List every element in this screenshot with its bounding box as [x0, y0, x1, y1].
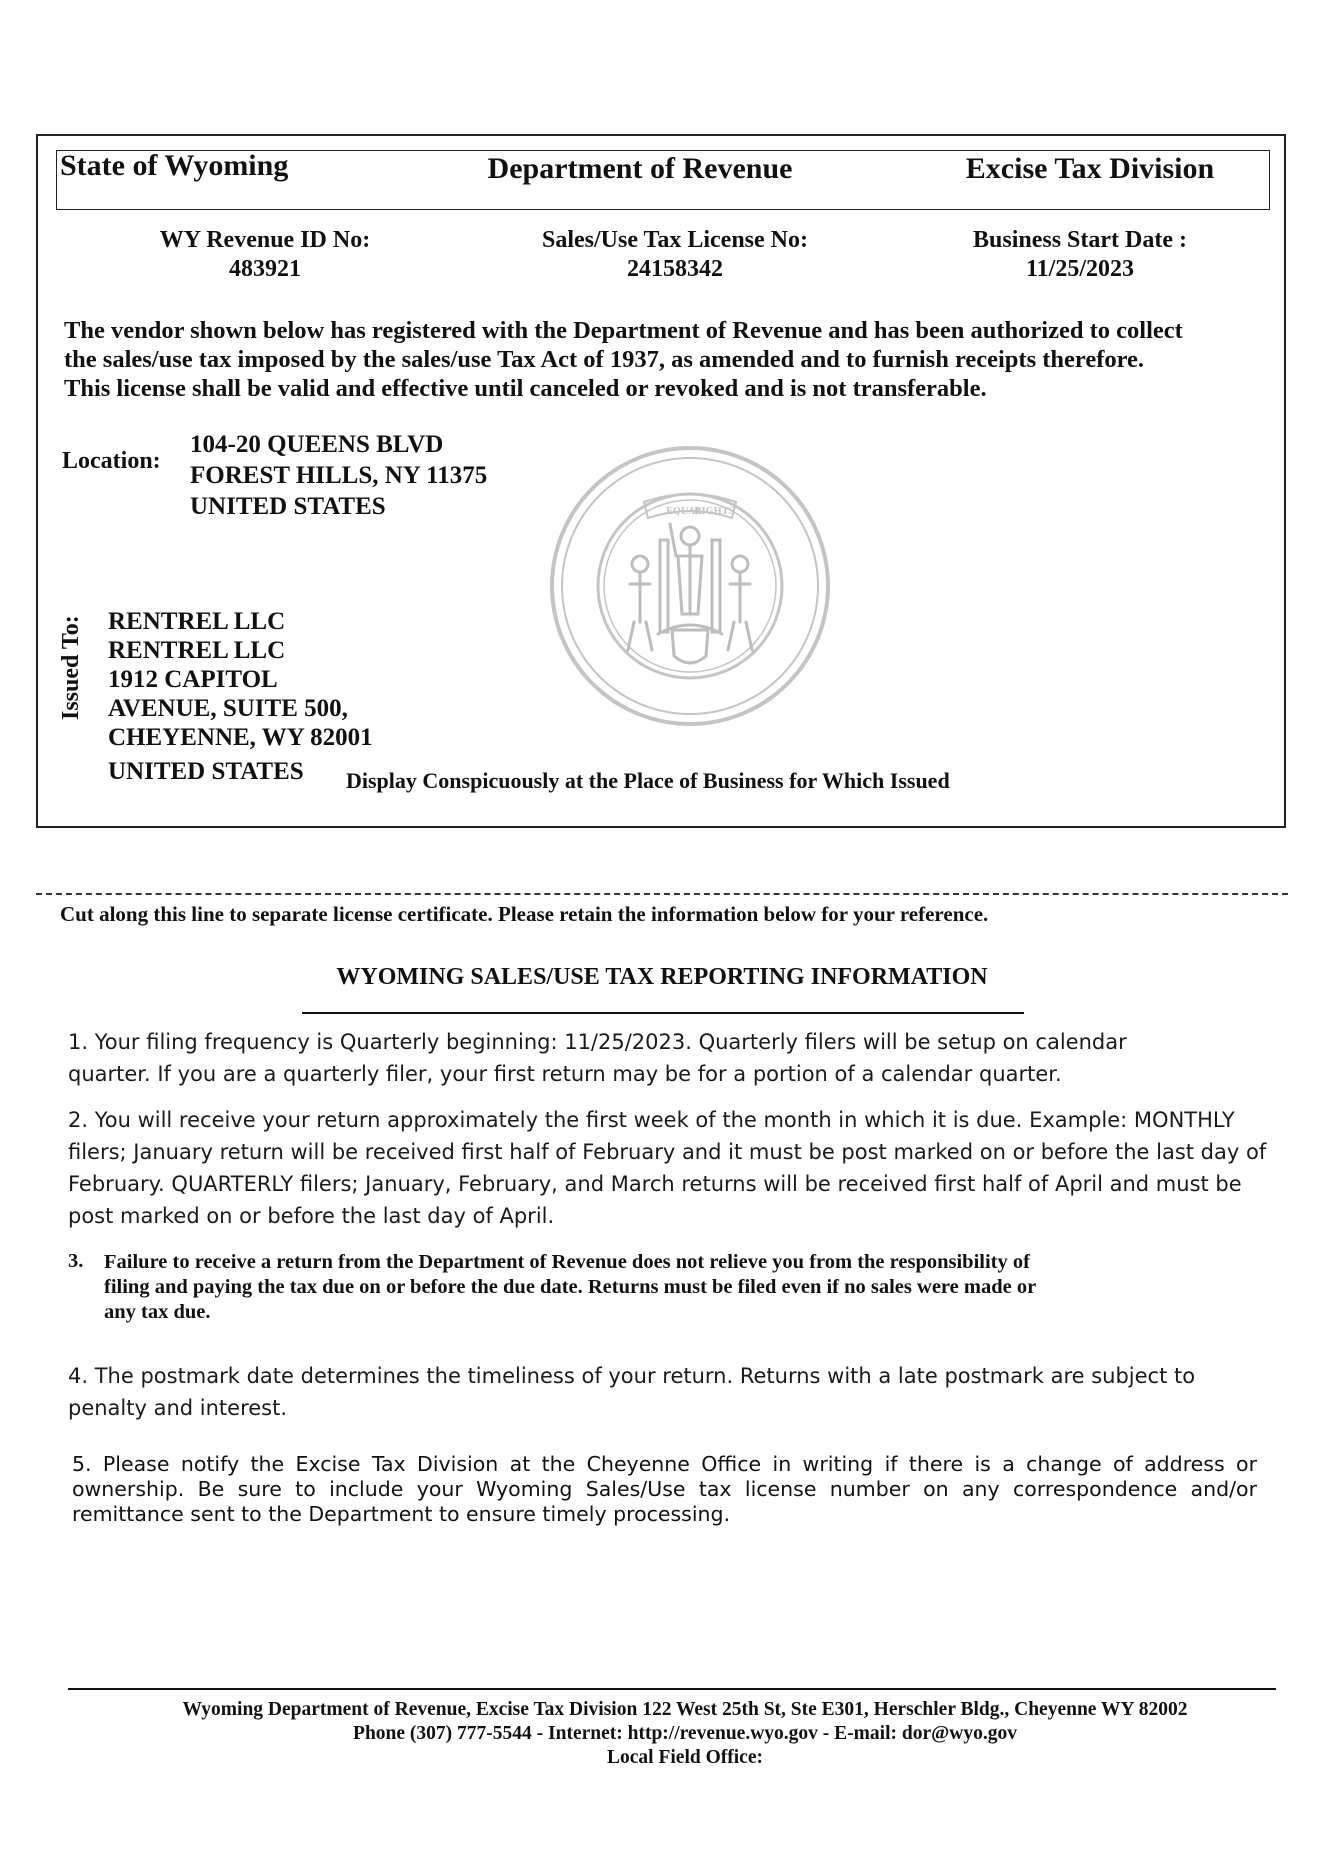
- footer: [100, 1698, 1270, 1770]
- paragraph-line: post marked on or before the last day of April.: [68, 1204, 555, 1228]
- issued-to-line: 1912 CAPITOL: [108, 666, 278, 693]
- location-line: FOREST HILLS, NY 11375: [190, 462, 488, 489]
- license-number-label: Sales/Use Tax License No:: [541, 227, 808, 253]
- footer-rule: [68, 1688, 1276, 1690]
- header-department: Department of Revenue: [487, 152, 793, 185]
- issued-to-address: [108, 607, 373, 752]
- info-paragraph-3-number: 3.: [68, 1250, 84, 1272]
- display-note: Display Conspicuously at the Place of Business for Which Issued: [346, 768, 950, 793]
- license-number-block: [500, 226, 850, 284]
- paragraph-line: quarter. If you are a quarterly filer, your first return may be for a portion of a calendar quarter.: [68, 1062, 1062, 1086]
- paragraph-line: filers; January return will be received first half of February and it must be post marked on or before the last day of: [68, 1140, 1267, 1164]
- revenue-id-label: WY Revenue ID No:: [159, 227, 371, 253]
- paragraph-line: Failure to receive a return from the Department of Revenue does not relieve you from the responsibility of: [104, 1251, 1030, 1273]
- location-line: UNITED STATES: [190, 493, 386, 520]
- footer-contact: Phone (307) 777-5544 - Internet: http://revenue.wyo.gov - E-mail: dor@wyo.gov: [353, 1723, 1017, 1744]
- issued-to-line: RENTREL LLC: [108, 637, 286, 664]
- wyoming-seal-icon: [548, 444, 832, 728]
- statement-line: the sales/use tax imposed by the sales/use Tax Act of 1937, as amended and to furnish receipts therefore.: [64, 346, 1145, 373]
- footer-address: Wyoming Department of Revenue, Excise Tax Division 122 West 25th St, Ste E301, Herschler Bldg., Cheyenne WY 82002: [182, 1699, 1188, 1720]
- paragraph-line: February. QUARTERLY filers; January, February, and March returns will be received first half of April and must be: [68, 1172, 1242, 1196]
- issued-to-line: AVENUE, SUITE 500,: [108, 695, 348, 722]
- svg-text:RIGHTS: RIGHTS: [694, 507, 736, 517]
- footer-field-office: Local Field Office:: [607, 1747, 763, 1768]
- issued-to-line: RENTREL LLC: [108, 608, 286, 635]
- info-paragraph-4: [68, 1360, 1268, 1424]
- info-paragraph-2: [68, 1104, 1268, 1232]
- svg-text:EQUAL: EQUAL: [666, 507, 702, 517]
- start-date-block: [920, 226, 1240, 284]
- paragraph-line: filing and paying the tax due on or before the due date. Returns must be filed even if no sales were made or: [104, 1276, 1037, 1298]
- paragraph-line: penalty and interest.: [68, 1396, 288, 1420]
- statement-line: The vendor shown below has registered with the Department of Revenue and has been authorized to collect: [64, 317, 1183, 344]
- paragraph-line: 4. The postmark date determines the timeliness of your return. Returns with a late postmark are subject to: [68, 1364, 1196, 1388]
- license-number-value: 24158342: [627, 256, 723, 282]
- reporting-info-title: WYOMING SALES/USE TAX REPORTING INFORMATION: [336, 964, 988, 990]
- info-paragraph-3: [104, 1250, 1224, 1325]
- revenue-id-value: 483921: [229, 256, 301, 282]
- cut-instruction: Cut along this line to separate license certificate. Please retain the information below for your reference.: [60, 902, 989, 926]
- header-state: State of Wyoming: [60, 149, 289, 182]
- paragraph-line: any tax due.: [104, 1301, 211, 1323]
- start-date-label: Business Start Date :: [973, 227, 1187, 253]
- authorization-statement: [64, 316, 1264, 403]
- info-paragraph-5: 5. Please notify the Excise Tax Division at the Cheyenne Office in writing if there is a change of address or ownership. Be sure to include your Wyoming Sales/Use tax license number on any correspondence and/or remittance sent to the Department to ensure timely processing.: [72, 1452, 1257, 1526]
- paragraph-line: 1. Your filing frequency is Quarterly beginning: 11/25/2023. Quarterly filers will be setup on calendar: [68, 1030, 1127, 1054]
- issued-to-line: CHEYENNE, WY 82001: [108, 724, 373, 751]
- revenue-id-block: [110, 226, 420, 284]
- cut-line: [36, 893, 1288, 895]
- issued-to-country: UNITED STATES: [108, 758, 304, 785]
- location-label: Location:: [62, 448, 161, 474]
- info-paragraph-1: [68, 1026, 1268, 1090]
- location-line: 104-20 QUEENS BLVD: [190, 431, 444, 458]
- location-address: [190, 429, 487, 522]
- statement-line: This license shall be valid and effective until canceled or revoked and is not transferable.: [64, 375, 987, 402]
- issued-to-label: Issued To:: [58, 615, 84, 720]
- header-division: Excise Tax Division: [965, 152, 1215, 185]
- title-underline: [302, 1012, 1024, 1014]
- start-date-value: 11/25/2023: [1025, 256, 1134, 282]
- paragraph-line: 2. You will receive your return approximately the first week of the month in which it is due. Example: MONTHLY: [68, 1108, 1235, 1132]
